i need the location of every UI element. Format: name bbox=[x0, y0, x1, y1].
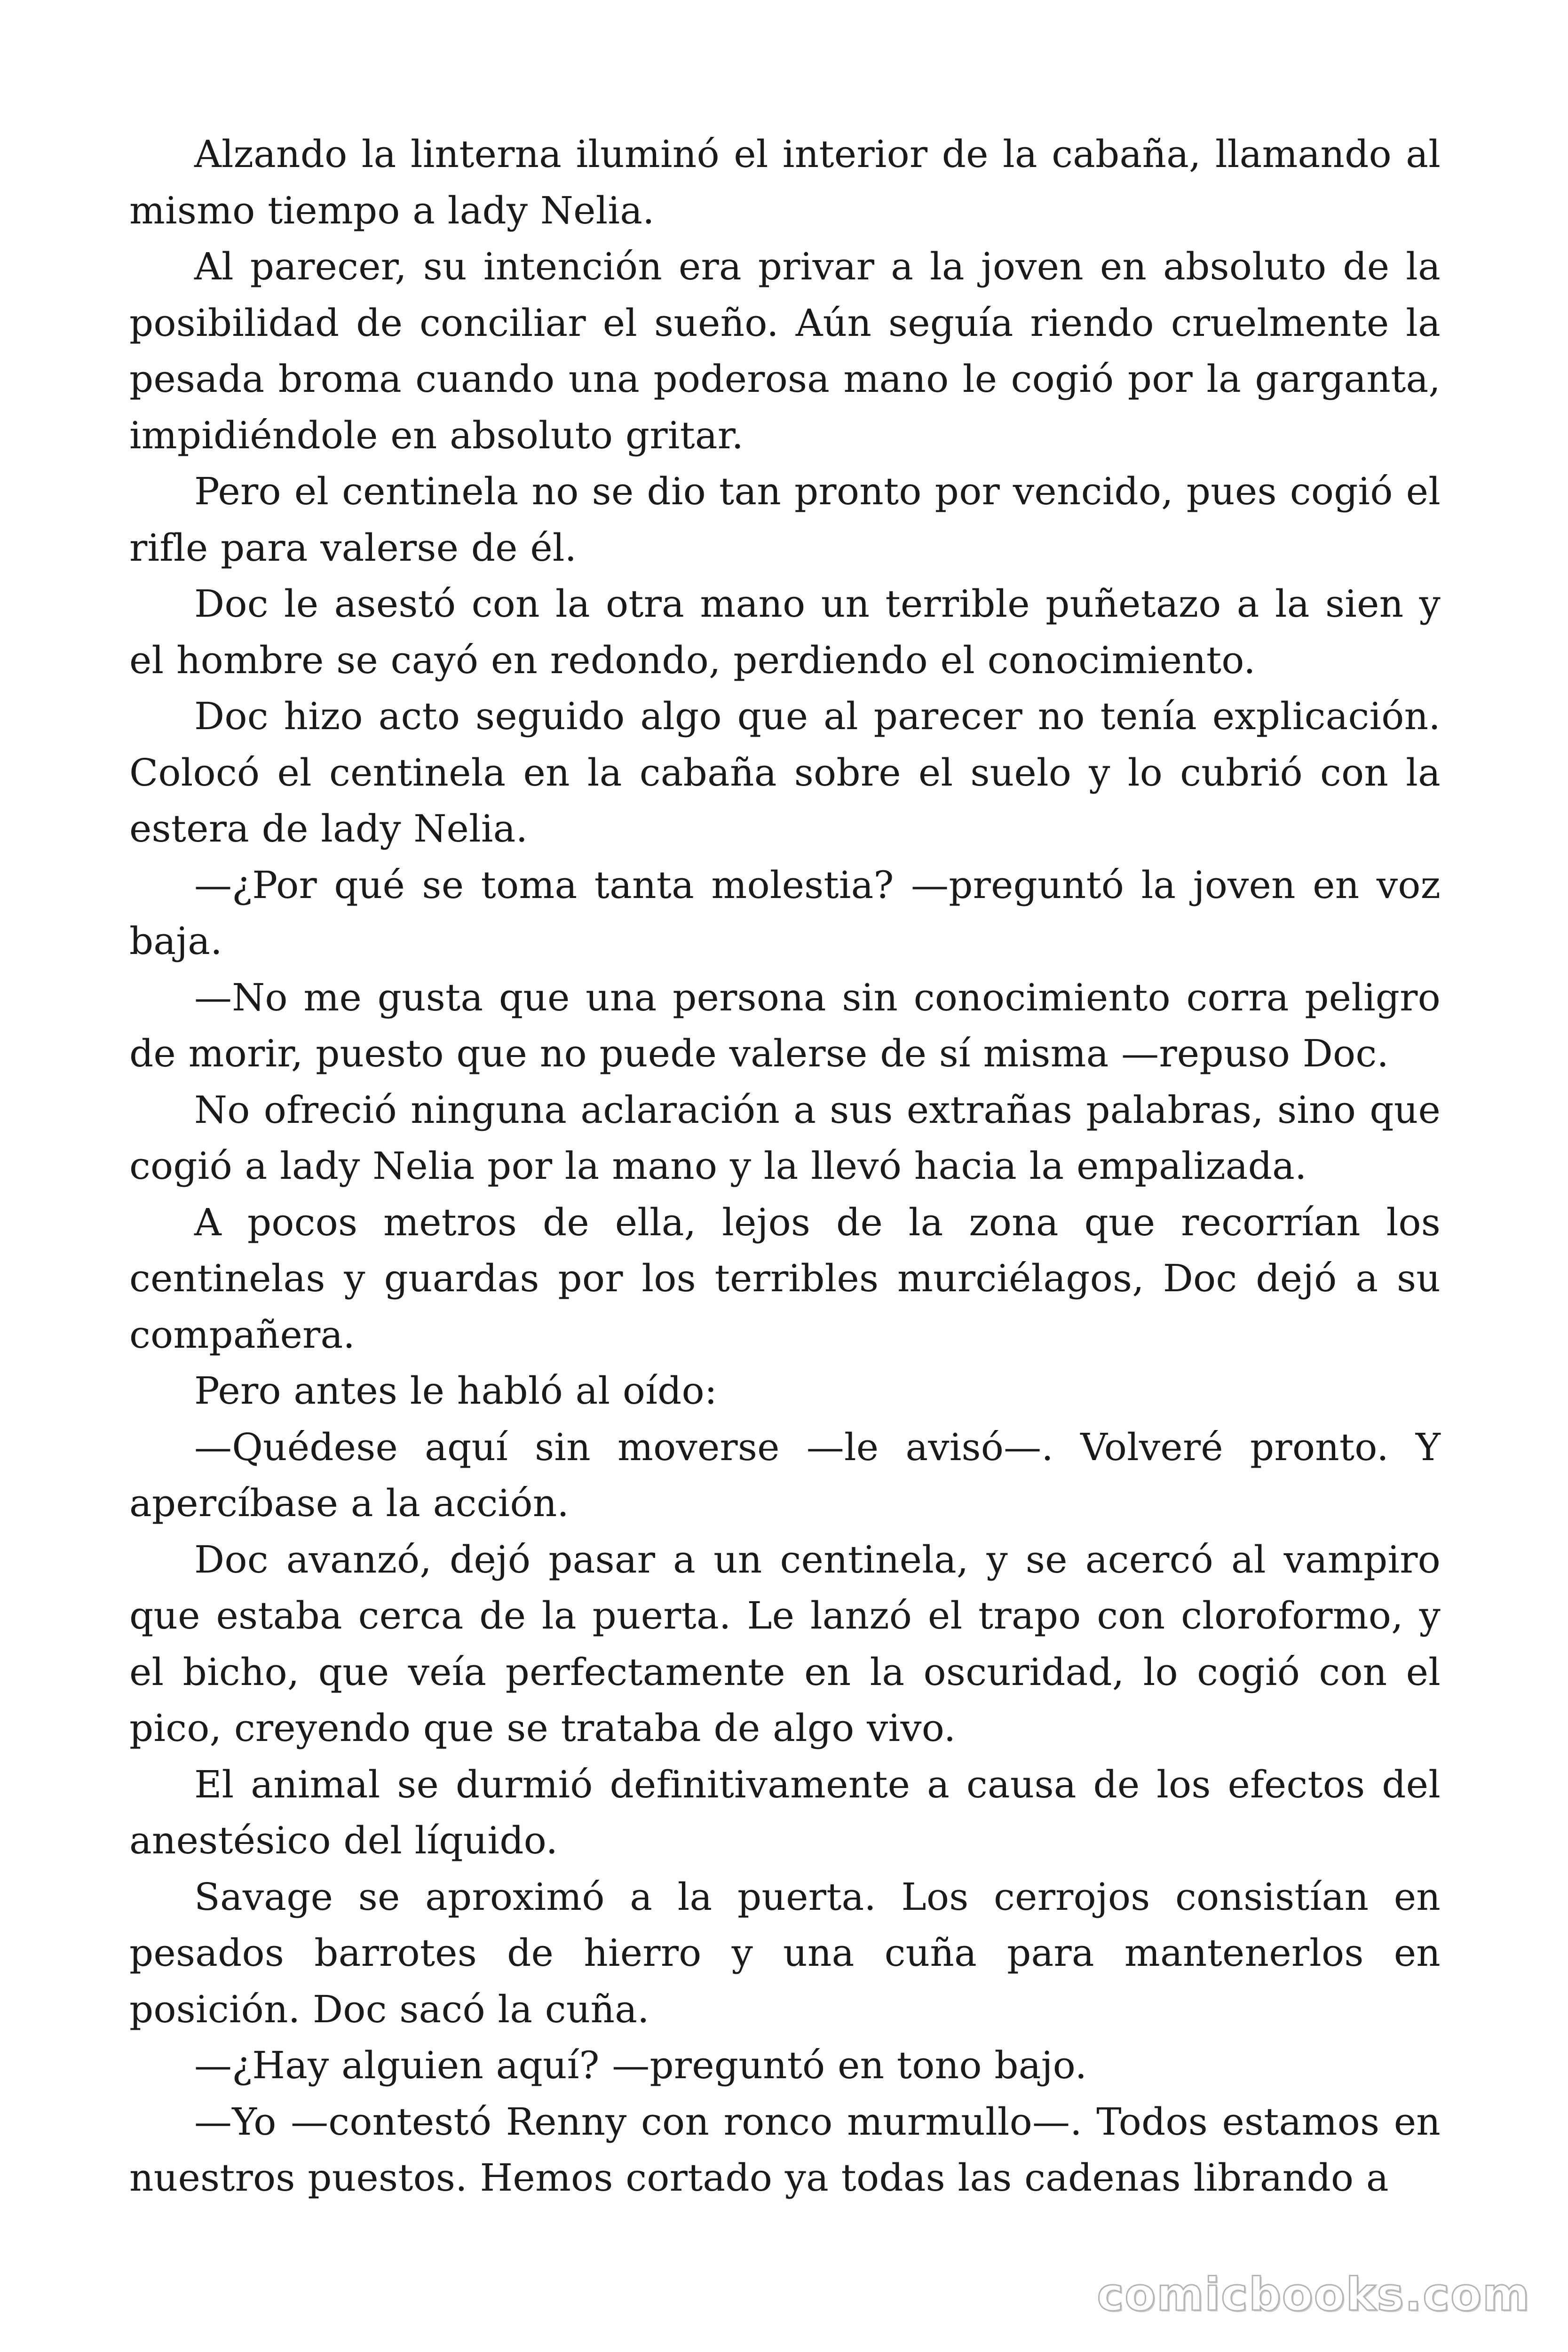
paragraph: Doc le asestó con la otra mano un terrible puñetazo a la sien y el hombre se cayó en redondo, perdiendo el conocimiento. bbox=[129, 582, 1441, 682]
paragraph: No ofreció ninguna aclaración a sus extrañas palabras, sino que cogió a lady Nelia por la mano y la llevó hacia la empalizada. bbox=[129, 1088, 1441, 1188]
paragraph: Doc avanzó, dejó pasar a un centinela, y se acercó al vampiro que estaba cerca de la puerta. Le lanzó el trapo con cloroformo, y el bicho, que veía perfectamente en la oscuridad, lo cogió con el pico, creyendo que se trataba de algo vivo. bbox=[129, 1537, 1441, 1750]
watermark: comicbooks.com bbox=[1097, 2268, 1530, 2321]
paragraph: —No me gusta que una persona sin conocimiento corra peligro de morir, puesto que no puede valerse de sí misma —repuso Doc. bbox=[129, 975, 1441, 1075]
paragraph: Pero el centinela no se dio tan pronto por vencido, pues cogió el rifle para valerse de él. bbox=[129, 469, 1441, 570]
paragraph: Pero antes le habló al oído: bbox=[194, 1369, 717, 1413]
paragraph: Doc hizo acto seguido algo que al parecer no tenía explicación. Colocó el centinela en la cabaña sobre el suelo y lo cubrió con la estera de lady Nelia. bbox=[129, 694, 1441, 850]
paragraph: Savage se aproximó a la puerta. Los cerrojos consistían en pesados barrotes de hierro y una cuña para mantenerlos en posición. Doc sacó la cuña. bbox=[129, 1875, 1441, 2031]
paragraph: —¿Por qué se toma tanta molestia? —preguntó la joven en voz baja. bbox=[129, 863, 1441, 963]
paragraph: El animal se durmió definitivamente a causa de los efectos del anestésico del líquido. bbox=[129, 1762, 1441, 1862]
paragraph: —Quédese aquí sin moverse —le avisó—. Volveré pronto. Y apercíbase a la acción. bbox=[129, 1425, 1441, 1525]
paragraph: —Yo —contestó Renny con ronco murmullo—. Todos estamos en nuestros puestos. Hemos cortado ya todas las cadenas librando a bbox=[129, 2099, 1441, 2200]
paragraph: —¿Hay alguien aquí? —preguntó en tono bajo. bbox=[194, 2043, 1087, 2087]
page-body bbox=[129, 126, 1441, 2206]
paragraph: A pocos metros de ella, lejos de la zona que recorrían los centinelas y guardas por los terribles murciélagos, Doc dejó a su compañera. bbox=[129, 1200, 1441, 1357]
paragraph: Alzando la linterna iluminó el interior de la cabaña, llamando al mismo tiempo a lady Nelia. bbox=[129, 132, 1441, 232]
paragraph: Al parecer, su intención era privar a la joven en absoluto de la posibilidad de conciliar el sueño. Aún seguía riendo cruelmente la pesada broma cuando una poderosa mano le cogió por la garganta, impidiéndole en absoluto gritar. bbox=[129, 245, 1441, 457]
